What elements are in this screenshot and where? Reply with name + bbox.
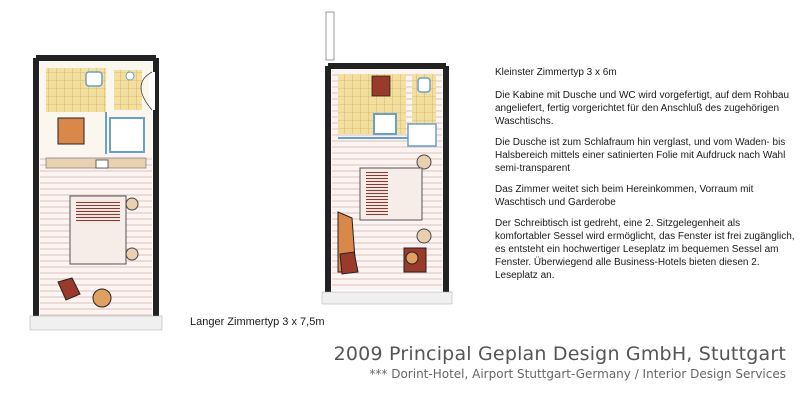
long-room-lamp-icon xyxy=(126,198,138,210)
long-room-toilet-icon xyxy=(86,72,102,86)
description-paragraph: Die Dusche ist zum Schlafraum hin verglast, und vom Waden- bis Halsbereich mittels einer satinierten Folie mit Aufdruck nach Wahl semi-transparent xyxy=(495,137,786,174)
long-room-vanity xyxy=(58,118,84,144)
small-room-side-table xyxy=(406,252,418,264)
long-room-sink xyxy=(110,118,144,152)
long-room-bed-cover xyxy=(76,200,120,222)
long-room-wc-icon xyxy=(126,72,134,80)
small-room-sill xyxy=(322,292,452,304)
long-room-tv-icon xyxy=(96,160,108,168)
description-paragraph: Der Schreibtisch ist gedreht, eine 2. Sitzgelegenheit als komfortabler Sessel wird ermöglicht, das Fenster ist frei zugänglich, es entsteht ein hochwertiger Leseplatz im bequemen Sessel am Fenster. Überwiegend alle Business-Hotels bieten diesen 2. Leseplatz an. xyxy=(495,218,795,281)
small-room-toilet-icon xyxy=(418,78,430,92)
room-description xyxy=(495,66,795,290)
credit-main: 2009 Principal Geplan Design GmbH, Stuttgart xyxy=(333,343,786,365)
long-room-sill xyxy=(30,316,162,330)
small-room-bed-cover xyxy=(366,172,388,216)
credit-sub: *** Dorint-Hotel, Airport Stuttgart-Germany / Interior Design Services xyxy=(369,367,786,381)
credit xyxy=(334,343,786,381)
description-paragraph: Die Kabine mit Dusche und WC wird vorgefertigt, auf dem Rohbau angeliefert, fertig vorgerichtet für den Anschluß des zugehörigen Waschtischs. xyxy=(495,90,790,127)
small-room-plan xyxy=(322,12,452,304)
small-room-vanity xyxy=(372,76,390,96)
small-room-corridor-wall xyxy=(326,12,334,60)
description-paragraph: Das Zimmer weitet sich beim Hereinkommen, Vorraum mit Waschtisch und Garderobe xyxy=(495,184,754,208)
long-room-lamp-icon-2 xyxy=(126,248,138,260)
long-room-label: Langer Zimmertyp 3 x 7,5m xyxy=(190,316,325,328)
small-room-lamp-icon xyxy=(417,155,431,169)
long-room-plan xyxy=(30,58,162,330)
small-room-sink xyxy=(374,114,396,134)
small-room-lamp-icon-2 xyxy=(417,229,431,243)
long-room-side-table xyxy=(93,289,111,307)
small-room-heading: Kleinster Zimmertyp 3 x 6m xyxy=(495,67,617,78)
small-room-wardrobe xyxy=(408,124,436,146)
